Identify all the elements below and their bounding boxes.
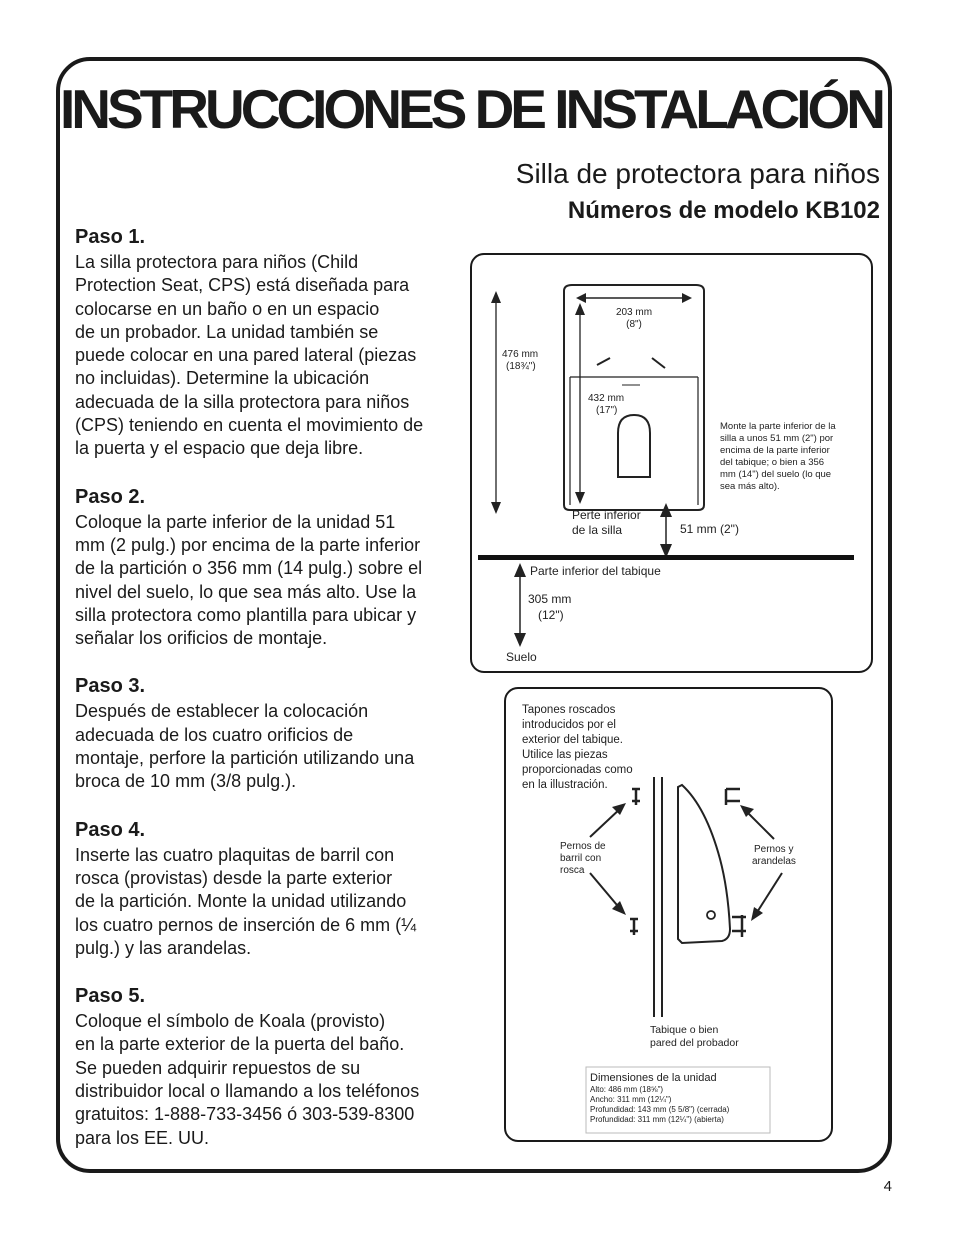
caps-label: Tapones roscados introducidos por el exterior del tabique. Utilice las piezas proporcionadas como en la illustración.: [522, 704, 633, 791]
gap-label: 51 mm (2"): [680, 522, 739, 536]
fold-mark-right: [652, 358, 665, 368]
inner-height-label: 432 mm: [588, 393, 625, 404]
dimensions-title: Dimensiones de la unidad: [590, 1072, 717, 1084]
mounting-note: Monte la parte inferior de la silla a unos 51 mm (2") por encima de la parte inferior del tabique; o bien a 356 mm (14") del suelo (lo que sea más alto).: [720, 421, 836, 492]
width-label: 203 mm: [615, 307, 653, 318]
placement-diagram-drawing: [472, 255, 873, 673]
step-text: La silla protectora para niños (Child Protection Seat, CPS) está diseñada para colocarse en un baño o en un espacio de un probador. La unidad también se puede colocar en una pared lateral (piezas no incluidas). Determine la ubicación adecuada de la silla protectora para niños (CPS) teniendo en cuenta el movimiento de la puerta y el espacio que deja libre.: [75, 252, 424, 459]
model-number: Números de modelo KB102: [567, 197, 880, 224]
dimensions-list: Alto: 486 mm (18⅝") Ancho: 311 mm (12¼") Profundidad: 143 mm (5 5/8") (cerrada) Profundidad: 311 mm (12¼") (abierta): [590, 1085, 730, 1124]
step-heading: Paso 5.: [75, 985, 146, 1008]
step-3: [75, 674, 460, 793]
leg-opening: [618, 415, 650, 477]
step-heading: Paso 2.: [75, 485, 146, 508]
step-heading: Paso 3.: [75, 675, 146, 698]
product-subtitle: Silla de protectora para niños: [515, 158, 880, 189]
partition-bottom-line: [478, 555, 854, 560]
floor-distance-label-in: (12"): [538, 608, 564, 622]
inner-height-label-in: (17"): [596, 405, 618, 416]
hardware-diagram-drawing: [506, 689, 833, 1142]
floor-distance-label: 305 mm: [528, 592, 572, 606]
step-text: Después de establecer la colocación adecuada de los cuatro orificios de montaje, perfore la partición utilizando una broca de 10 mm (3/8 pulg.).: [75, 701, 415, 792]
steps-column: [75, 225, 460, 1150]
step-heading: Paso 1.: [75, 226, 146, 248]
barrel-nut-bottom: [630, 919, 638, 935]
bolt-top: [726, 789, 740, 805]
step-text: Coloque la parte inferior de la unidad 51 mm (2 pulg.) por encima de la parte inferior de la partición o 356 mm (14 pulg.) sobre el nivel del suelo, lo que sea más alto. Use la silla protectora como plantilla para ubicar y señalar los orificios de montaje.: [75, 511, 423, 649]
width-label-in: (8"): [626, 319, 642, 330]
partition-bottom-label: Parte inferior del tabique: [530, 564, 661, 578]
partition-label: Tabique o bien pared del probador: [650, 1024, 739, 1049]
step-5: [75, 984, 460, 1150]
height-label: 476 mm: [502, 349, 539, 360]
step-1: [75, 225, 460, 461]
bolt-bottom: [732, 915, 746, 937]
step-text: Coloque el símbolo de Koala (provisto) en la parte exterior de la puerta del baño. Se pueden adquirir repuestos de su distribuidor local o llamando a los teléfonos gratuitos: 1-888-733-3456 ó 303-539-8300 para los EE. UU.: [75, 1011, 420, 1148]
step-4: [75, 818, 460, 960]
placement-diagram: [470, 253, 873, 673]
seat-bottom-label: Perte inferior de la silla: [572, 508, 641, 537]
bolts-washers-label: Pernos y arandelas: [752, 844, 796, 867]
fold-mark-left: [597, 358, 610, 365]
step-text: Inserte las cuatro plaquitas de barril con rosca (provistas) desde la parte exterior de la partición. Monte la unidad utilizando los cuatro pernos de inserción de 6 mm (¼ pulg.) y las arandelas.: [75, 844, 417, 958]
page-title: INSTRUCCIONES DE INSTALACIÓN: [60, 78, 883, 140]
seat-side-profile: [678, 785, 730, 943]
barrel-bolt-label: Pernos de barril con rosca: [560, 841, 606, 876]
height-label-in: (18¾"): [506, 361, 536, 372]
page-number: 4: [883, 1178, 892, 1195]
step-heading: Paso 4.: [75, 818, 146, 841]
hardware-diagram: [504, 687, 833, 1142]
floor-label: Suelo: [506, 650, 537, 664]
hinge-circle: [707, 911, 715, 919]
barrel-nut-top: [632, 789, 640, 805]
step-2: [75, 485, 460, 651]
